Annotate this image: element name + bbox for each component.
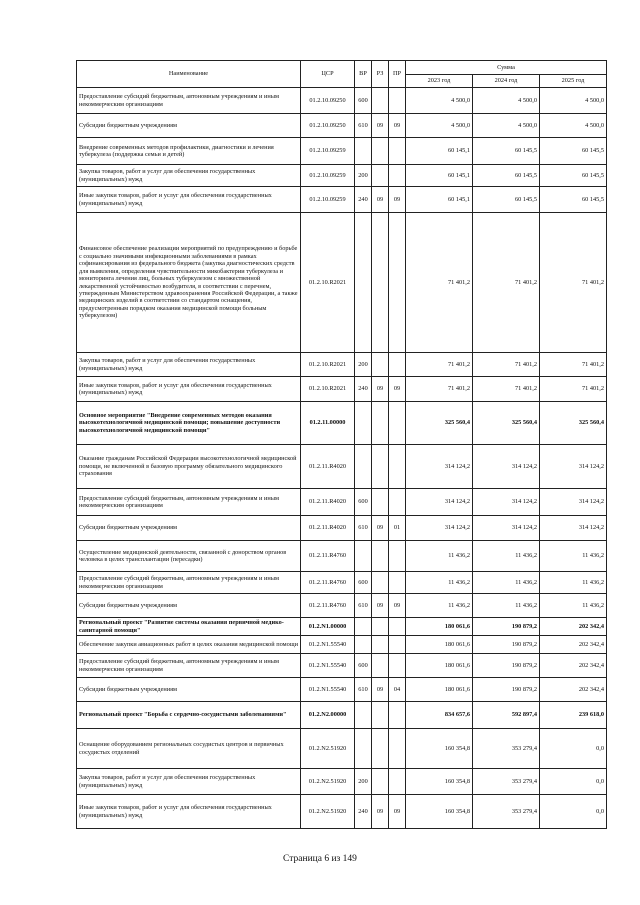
cell-csr: 01.2.10.09259 [301,138,355,165]
header-vr: ВР [355,61,372,88]
cell-name: Субсидии бюджетным учреждениям [77,678,301,702]
header-name: Наименование [77,61,301,88]
cell-csr: 01.2.N2.51920 [301,769,355,795]
cell-csr: 01.2.10.09250 [301,114,355,138]
cell-csr: 01.2.N1.00000 [301,618,355,636]
cell-sum-2023: 314 124,2 [406,489,473,516]
cell-vr [355,618,372,636]
table-row [77,594,607,618]
cell-sum-2023: 60 145,1 [406,165,473,187]
cell-pr: 01 [389,516,406,541]
cell-vr: 200 [355,353,372,377]
cell-sum-2023: 71 401,2 [406,213,473,353]
table-row [77,165,607,187]
cell-csr: 01.2.N1.55540 [301,654,355,678]
cell-csr: 01.2.10.09259 [301,165,355,187]
cell-name: Субсидии бюджетным учреждениям [77,114,301,138]
cell-sum-2025: 60 145,5 [540,165,607,187]
table-row [77,572,607,594]
cell-vr: 200 [355,165,372,187]
cell-sum-2025: 11 436,2 [540,572,607,594]
cell-sum-2023: 160 354,8 [406,795,473,829]
cell-pr [389,165,406,187]
cell-csr: 01.2.N2.51920 [301,795,355,829]
cell-vr [355,636,372,654]
cell-sum-2025: 60 145,5 [540,187,607,213]
cell-sum-2024: 60 145,5 [473,138,540,165]
cell-sum-2023: 60 145,1 [406,138,473,165]
cell-vr: 610 [355,594,372,618]
cell-sum-2025: 11 436,2 [540,594,607,618]
cell-sum-2024: 592 897,4 [473,702,540,729]
table-row [77,187,607,213]
cell-rz [372,618,389,636]
cell-pr [389,353,406,377]
cell-vr: 600 [355,489,372,516]
header-pr: ПР [389,61,406,88]
cell-sum-2023: 180 061,6 [406,678,473,702]
table-row [77,114,607,138]
cell-rz [372,769,389,795]
cell-pr [389,702,406,729]
cell-sum-2025: 202 342,4 [540,636,607,654]
cell-vr: 600 [355,572,372,594]
cell-sum-2025: 4 500,0 [540,114,607,138]
cell-sum-2025: 0,0 [540,769,607,795]
table-row [77,795,607,829]
table-row [77,353,607,377]
cell-vr [355,213,372,353]
table-row [77,489,607,516]
cell-csr: 01.2.N2.00000 [301,702,355,729]
cell-sum-2023: 314 124,2 [406,445,473,489]
cell-sum-2024: 314 124,2 [473,489,540,516]
cell-name: Основное мероприятие "Внедрение современных методов оказания высокотехнологичной медицинской помощи; повышение доступности высокотехнологичной медицинской помощи" [77,402,301,445]
page-number: Страница 6 из 149 [283,854,357,864]
cell-pr [389,88,406,114]
cell-sum-2025: 314 124,2 [540,445,607,489]
cell-sum-2024: 71 401,2 [473,353,540,377]
cell-sum-2024: 353 279,4 [473,729,540,769]
cell-sum-2023: 834 657,6 [406,702,473,729]
cell-name: Субсидии бюджетным учреждениям [77,516,301,541]
cell-name: Предоставление субсидий бюджетным, автономным учреждениям и иным некоммерческим организациям [77,88,301,114]
cell-pr: 09 [389,377,406,402]
cell-sum-2023: 180 061,6 [406,636,473,654]
cell-sum-2025: 4 500,0 [540,88,607,114]
cell-sum-2023: 11 436,2 [406,541,473,572]
cell-rz [372,138,389,165]
cell-rz: 09 [372,114,389,138]
cell-name: Иные закупки товаров, работ и услуг для обеспечения государственных (муниципальных) нужд [77,795,301,829]
cell-pr [389,729,406,769]
cell-name: Предоставление субсидий бюджетным, автономным учреждениям и иным некоммерческим организациям [77,654,301,678]
cell-pr [389,618,406,636]
table-row [77,729,607,769]
cell-sum-2025: 71 401,2 [540,377,607,402]
cell-sum-2023: 160 354,8 [406,729,473,769]
cell-sum-2023: 60 145,1 [406,187,473,213]
cell-csr: 01.2.N2.51920 [301,729,355,769]
cell-vr: 600 [355,88,372,114]
cell-name: Региональный проект "Борьба с сердечно-сосудистыми заболеваниями" [77,702,301,729]
cell-csr: 01.2.10.R2021 [301,377,355,402]
cell-name: Обеспечение закупки авиационных работ в целях оказания медицинской помощи [77,636,301,654]
cell-vr: 600 [355,654,372,678]
table-row [77,654,607,678]
cell-csr: 01.2.11.R4760 [301,572,355,594]
cell-vr [355,702,372,729]
cell-vr: 610 [355,114,372,138]
cell-sum-2025: 0,0 [540,729,607,769]
cell-name: Закупка товаров, работ и услуг для обеспечения государственных (муниципальных) нужд [77,353,301,377]
cell-sum-2024: 11 436,2 [473,541,540,572]
header-rz: РЗ [372,61,389,88]
table-row [77,445,607,489]
cell-vr: 610 [355,678,372,702]
table-body [77,88,607,829]
cell-csr: 01.2.10.R2021 [301,353,355,377]
cell-name: Субсидии бюджетным учреждениям [77,594,301,618]
cell-rz [372,353,389,377]
table-row [77,213,607,353]
cell-sum-2025: 202 342,4 [540,654,607,678]
cell-csr: 01.2.11.R4020 [301,445,355,489]
cell-sum-2025: 11 436,2 [540,541,607,572]
cell-rz [372,654,389,678]
cell-sum-2023: 11 436,2 [406,594,473,618]
cell-rz: 09 [372,516,389,541]
cell-vr [355,138,372,165]
cell-rz [372,402,389,445]
cell-sum-2023: 325 560,4 [406,402,473,445]
cell-vr: 610 [355,516,372,541]
cell-name: Оказание гражданам Российской Федерации высокотехнологичной медицинской помощи, не включенной в базовую программу обязательного медицинского страхования [77,445,301,489]
cell-rz: 09 [372,795,389,829]
cell-csr: 01.2.10.09250 [301,88,355,114]
table-row [77,769,607,795]
cell-vr [355,402,372,445]
cell-name: Региональный проект "Развитие системы оказания первичной медико-санитарной помощи" [77,618,301,636]
cell-csr: 01.2.11.R4020 [301,489,355,516]
table-row [77,377,607,402]
cell-name: Финансовое обеспечение реализации мероприятий по предупреждению и борьбе с социально значимыми инфекционными заболеваниями в рамках софинансирования из федерального бюджета (закупка диагностических средств для выявления, определения чувствительности микобактерии туберкулеза и мониторинга лечения лиц, больных туберкулезом с множественной лекарственной устойчивостью возбудителя, в соответствии с перечнем, утвержденным Министерством здравоохранения Российской Федерации, а также медицинских изделий в соответствии со стандартом оснащения, предусмотренным порядком оказания медицинской помощи больным туберкулезом) [77,213,301,353]
cell-pr: 09 [389,187,406,213]
cell-sum-2024: 314 124,2 [473,516,540,541]
cell-pr [389,654,406,678]
header-csr: ЦСР [301,61,355,88]
cell-sum-2023: 71 401,2 [406,377,473,402]
cell-sum-2024: 71 401,2 [473,213,540,353]
cell-rz [372,213,389,353]
header-year-2025: 2025 год [540,75,607,88]
cell-sum-2024: 4 500,0 [473,88,540,114]
cell-name: Предоставление субсидий бюджетным, автономным учреждениям и иным некоммерческим организациям [77,489,301,516]
cell-sum-2024: 190 879,2 [473,636,540,654]
cell-sum-2025: 314 124,2 [540,516,607,541]
cell-rz [372,165,389,187]
table-row [77,138,607,165]
cell-rz [372,572,389,594]
cell-sum-2023: 4 500,0 [406,88,473,114]
cell-name: Осуществление медицинской деятельности, связанной с донорством органов человека в целях трансплантации (пересадки) [77,541,301,572]
cell-sum-2023: 180 061,6 [406,654,473,678]
cell-rz: 09 [372,377,389,402]
cell-pr: 09 [389,114,406,138]
cell-sum-2024: 325 560,4 [473,402,540,445]
cell-rz [372,636,389,654]
cell-rz [372,88,389,114]
cell-pr: 09 [389,594,406,618]
cell-sum-2024: 190 879,2 [473,678,540,702]
cell-sum-2025: 71 401,2 [540,353,607,377]
cell-csr: 01.2.N1.55540 [301,636,355,654]
cell-csr: 01.2.10.R2021 [301,213,355,353]
cell-vr: 240 [355,795,372,829]
cell-csr: 01.2.11.00000 [301,402,355,445]
table-row [77,541,607,572]
cell-sum-2025: 71 401,2 [540,213,607,353]
cell-rz [372,445,389,489]
header-year-2023: 2023 год [406,75,473,88]
cell-sum-2025: 239 618,0 [540,702,607,729]
cell-rz [372,541,389,572]
table-row [77,678,607,702]
cell-sum-2024: 353 279,4 [473,769,540,795]
cell-sum-2024: 190 879,2 [473,618,540,636]
cell-vr [355,445,372,489]
cell-sum-2024: 11 436,2 [473,594,540,618]
cell-pr: 09 [389,795,406,829]
cell-pr: 04 [389,678,406,702]
cell-sum-2024: 11 436,2 [473,572,540,594]
cell-name: Закупка товаров, работ и услуг для обеспечения государственных (муниципальных) нужд [77,165,301,187]
cell-sum-2024: 60 145,5 [473,187,540,213]
cell-rz [372,702,389,729]
cell-rz: 09 [372,187,389,213]
cell-pr [389,541,406,572]
cell-name: Предоставление субсидий бюджетным, автономным учреждениям и иным некоммерческим организациям [77,572,301,594]
cell-sum-2025: 314 124,2 [540,489,607,516]
cell-sum-2023: 314 124,2 [406,516,473,541]
cell-pr [389,402,406,445]
cell-sum-2024: 314 124,2 [473,445,540,489]
cell-sum-2025: 202 342,4 [540,618,607,636]
cell-sum-2024: 60 145,5 [473,165,540,187]
header-year-2024: 2024 год [473,75,540,88]
cell-csr: 01.2.11.R4760 [301,594,355,618]
cell-pr [389,445,406,489]
cell-sum-2024: 4 500,0 [473,114,540,138]
table-row [77,516,607,541]
budget-table [76,60,607,829]
cell-csr: 01.2.11.R4020 [301,516,355,541]
cell-sum-2023: 71 401,2 [406,353,473,377]
header-sum: Сумма [406,61,607,75]
cell-csr: 01.2.11.R4760 [301,541,355,572]
cell-pr [389,489,406,516]
table-row [77,636,607,654]
cell-sum-2025: 202 342,4 [540,678,607,702]
cell-pr [389,572,406,594]
cell-sum-2025: 60 145,5 [540,138,607,165]
cell-rz: 09 [372,594,389,618]
cell-sum-2023: 11 436,2 [406,572,473,594]
cell-name: Оснащение оборудованием региональных сосудистых центров и первичных сосудистых отделений [77,729,301,769]
cell-rz: 09 [372,678,389,702]
cell-csr: 01.2.10.09259 [301,187,355,213]
cell-sum-2023: 160 354,8 [406,769,473,795]
cell-sum-2023: 4 500,0 [406,114,473,138]
table-row [77,402,607,445]
cell-vr [355,729,372,769]
cell-pr [389,636,406,654]
cell-vr: 200 [355,769,372,795]
cell-rz [372,729,389,769]
cell-csr: 01.2.N1.55540 [301,678,355,702]
header-row [77,61,607,75]
cell-sum-2025: 325 560,4 [540,402,607,445]
cell-rz [372,489,389,516]
cell-name: Иные закупки товаров, работ и услуг для обеспечения государственных (муниципальных) нужд [77,377,301,402]
cell-sum-2025: 0,0 [540,795,607,829]
cell-name: Внедрение современных методов профилактики, диагностики и лечения туберкулеза (поддержка семьи и детей) [77,138,301,165]
cell-name: Закупка товаров, работ и услуг для обеспечения государственных (муниципальных) нужд [77,769,301,795]
cell-name: Иные закупки товаров, работ и услуг для обеспечения государственных (муниципальных) нужд [77,187,301,213]
table-row [77,618,607,636]
cell-sum-2023: 180 061,6 [406,618,473,636]
table-row [77,702,607,729]
cell-pr [389,138,406,165]
cell-vr [355,541,372,572]
cell-sum-2024: 190 879,2 [473,654,540,678]
cell-pr [389,769,406,795]
cell-pr [389,213,406,353]
cell-vr: 240 [355,187,372,213]
cell-vr: 240 [355,377,372,402]
table-row [77,88,607,114]
cell-sum-2024: 71 401,2 [473,377,540,402]
cell-sum-2024: 353 279,4 [473,795,540,829]
